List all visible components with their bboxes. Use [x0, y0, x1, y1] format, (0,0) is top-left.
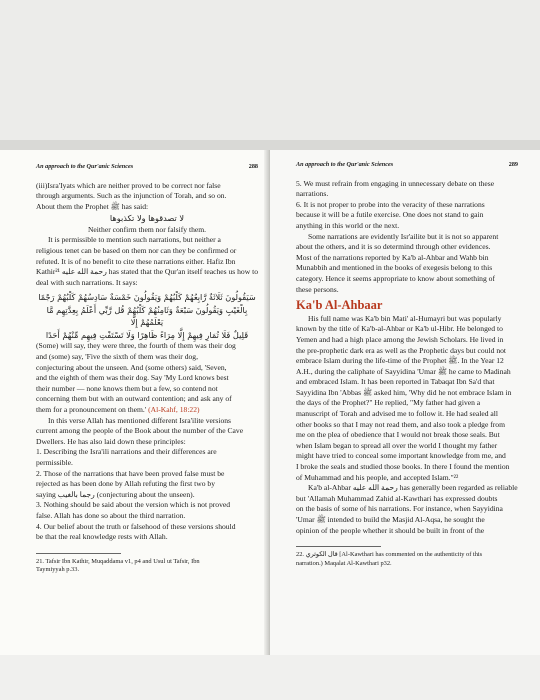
principle-4	[36, 522, 258, 543]
text-line: their number — none knows them but a few, so contend not	[36, 383, 218, 393]
text-line: Yemen and had a high place among the Jewish Scholars. He lived in	[296, 334, 504, 344]
text-line: 2. Those of the narrations that have been proved false must be	[36, 468, 225, 478]
arabic-line: سَيَقُولُونَ ثَلَاثَةٌ رَّابِعُهُمْ كَلْبُهُمْ وَيَقُولُونَ خَمْسَةٌ سَادِسُهُمْ كَلْبُهُمْ رَجْمًا	[38, 292, 256, 303]
text-line: 1. Describing the Isra'ili narrations and their differences are	[36, 447, 217, 457]
text-line: A.H., during the caliphate of Sayyidina 'Umar ﷺ he came to Madinah	[296, 366, 511, 376]
running-title: An approach to the Qur'anic Sciences	[296, 161, 394, 168]
text-line: In this verse Allah has mentioned different Isra'ilite versions	[48, 415, 232, 425]
text-line: saying رجما بالغيب (conjecturing about the unseen).	[36, 489, 195, 499]
running-title: An approach to the Qur'anic Sciences	[36, 163, 134, 170]
text-line: and (some) say, 'Five the sixth of them was their dog,	[36, 352, 199, 362]
left-page-content	[36, 162, 258, 575]
text-line: false. Allah has done so about the third narration.	[36, 510, 186, 520]
text-line: narration.) Maqalat Al-Kawthari p32.	[296, 559, 392, 567]
text-line: Taymiyyah p.33.	[36, 566, 80, 574]
text-line: 6. It is not proper to probe into the veracity of these narrations	[296, 199, 485, 209]
text-line: these persons.	[296, 284, 339, 294]
text-line: It is permissible to mention such narrations, but neither a	[48, 235, 221, 245]
text-line: About them the Prophet ﷺ has said:	[36, 201, 149, 211]
right-page-content	[296, 160, 518, 568]
text-line: (Some) will say, they were three, the fourth of them was their dog	[36, 341, 236, 351]
text-line: Ka'b al-Ahbar رحمة الله عليه has generally been regarded as reliable	[308, 483, 518, 493]
text-line: category. Hence it seems appropriate to know about something of	[296, 273, 495, 283]
text-line: other books so that I may not read them, and also took a pledge from	[296, 419, 505, 429]
text-line: opinion of the people whether it should be built in front of the	[296, 525, 485, 535]
text-line: rejected as has been done by Allah refuting the first two by	[36, 479, 216, 489]
paragraph	[36, 235, 258, 246]
text-line: Kathir²¹ رحمة الله عليه has stated that the Qur'an itself teaches us how to	[36, 267, 258, 277]
text-line: and embraced Islam. It has been reported in Tabaqat Ibn Sa'd that	[296, 377, 495, 387]
text-line	[36, 405, 258, 416]
text-line: 3. Nothing should be said about the version which is not proved	[36, 500, 231, 510]
page-number: 289	[508, 161, 518, 168]
principle-2	[36, 469, 258, 501]
background-top	[0, 0, 540, 140]
text-span: them for a pronouncement on them.'	[36, 405, 147, 414]
page-number: 288	[248, 163, 258, 170]
text-line: on the basis of some of his narrations. For instance, when Sayyidina	[296, 504, 503, 514]
text-line: narrations.	[296, 189, 329, 199]
text-line: because it will be a futile exercise. One does not stand to gain	[296, 210, 484, 220]
item-three	[36, 181, 258, 213]
text-line: Sayyidina Ibn 'Abbas ﷺ asked him, 'Why did he not embrace Islam in	[296, 387, 512, 397]
right-page	[270, 150, 540, 655]
left-page-header	[36, 162, 258, 173]
footnote	[296, 551, 518, 568]
footnote-rule	[36, 553, 121, 554]
text-line: anything in this world or the next.	[296, 220, 400, 230]
footnote-rule	[296, 546, 381, 547]
text-line: 5. We must refrain from engaging in unnecessary debate on these	[296, 178, 495, 188]
text-line: about the others, and it is so determind through other evidences.	[296, 242, 491, 252]
item-five	[296, 179, 518, 200]
text-line: permissible.	[36, 457, 73, 467]
text-line: His full name was Ka'b bin Mati' al-Humayri but was popularly	[308, 313, 502, 323]
right-page-header	[296, 160, 518, 171]
arabic-line: بِالْغَيْبِ وَيَقُولُونَ سَبْعَةٌ وَثَامِنُهُمْ كَلْبُهُمْ قُل رَّبِّي أَعْلَمُ بِعِدَّتِهِم مَّا يَعْلَمُهُمْ إِلَّا	[46, 304, 248, 328]
text-line: (iii)Isra'Iyats which are neither proved to be correct nor false	[36, 180, 221, 190]
hadith-translation: Neither confirm them nor falsify them.	[87, 224, 207, 234]
text-line: 'Umar ﷺ intended to build the Masjid Al-Aqsa, he sought the	[296, 515, 485, 524]
text-line: but 'Allamah Muhammad Zahid al-Kawthari has expressed doubts	[296, 493, 498, 503]
text-line: of Muhammad and his people, and accepted Islam."²²	[296, 472, 459, 482]
text-line: Some narrations are evidently Isr'ailite but it is not so apparent	[308, 231, 499, 241]
paragraph	[36, 416, 258, 427]
text-line: concerning them but with an outward contention; and ask any of	[36, 394, 232, 404]
paragraph	[296, 232, 518, 243]
text-line: conjecturing about the unseen. And (some others) said, 'Seven,	[36, 362, 227, 372]
background-bottom	[0, 655, 540, 700]
text-line: 4. Our belief about the truth or falsehood of these versions should	[36, 521, 236, 531]
text-line: manuscript of Torah and advised me to follow it. He had sealed all	[296, 409, 498, 419]
item-six	[296, 200, 518, 232]
text-line: deal with such narrations. It says:	[36, 277, 138, 287]
text-line: Dwellers. He has also laid down these principles:	[36, 436, 186, 446]
verse-arabic	[36, 291, 258, 341]
verse-reference: (Al-Kahf, 18:22)	[148, 405, 200, 414]
left-page	[0, 150, 268, 655]
text-line: 22. قال الكوثري [Al-Kawthari has commented on the authenticity of this	[296, 551, 483, 559]
text-line: known by the title of Ka'b-al-Ahbar or Ka'b ul-Hibr. He belonged to	[296, 324, 503, 334]
text-line: the days of the Prophet?" He replied, "My father had given a	[296, 398, 481, 408]
text-line: I broke the seals and studied those books. In there I found the mention	[296, 462, 510, 472]
principle-1	[36, 447, 258, 468]
text-line: refuted. It is of no benefit to cite these narrations either. Hafiz Ibn	[36, 256, 236, 266]
principle-3	[36, 500, 258, 521]
text-line: 21. Tafsir Ibn Kathir, Muqaddama v1, p4 and Usul ut Tafsir, Ibn	[36, 557, 200, 565]
text-line: the pre-prophetic dark era as well as the Prophetic days but could not	[296, 345, 507, 355]
hadith-arabic: لا تصدقوها ولا تكذبوها	[109, 213, 185, 224]
text-line: current among the people of the Book about the number of the Cave	[36, 426, 244, 436]
footnote	[36, 558, 258, 575]
text-line: be that the real knowledge rests with Allah.	[36, 532, 168, 542]
arabic-line: قَلِيلٌ فَلَا تُمَارِ فِيهِمْ إِلَّا مِرَاءً ظَاهِرًا وَلَا تَسْتَفْتِ فِيهِم مِّنْهُمْ أَحَدًا	[45, 329, 249, 340]
text-line: might have tried to conceal some important knowledge from me, and	[296, 451, 506, 461]
paragraph	[296, 314, 518, 325]
text-line: Most of the narrations reported by Ka'b al-Ahbar and Wahb bin	[296, 252, 489, 262]
text-line: through arguments. Such as the injunction of Torah, and so on.	[36, 191, 227, 201]
text-line: Munabbih and mentioned in the books of exegesis belong to this	[296, 263, 493, 273]
text-line: me on the plea of obedience that I would not break those seals. But	[296, 430, 500, 440]
text-line: and the eighth of them was their dog. Say 'My Lord knows best	[36, 373, 229, 383]
paragraph	[296, 483, 518, 494]
text-line: religious tenet can be based on them nor can they be confirmed or	[36, 246, 237, 256]
verse-translation	[36, 341, 258, 415]
text-line: embrace Islam during the life-time of the Prophet ﷺ. In the Year 12	[296, 356, 504, 366]
section-heading: Ka'b Al-Ahbaar	[296, 298, 383, 313]
text-line: when Islam began to spread all over the world I thought my father	[296, 440, 498, 450]
